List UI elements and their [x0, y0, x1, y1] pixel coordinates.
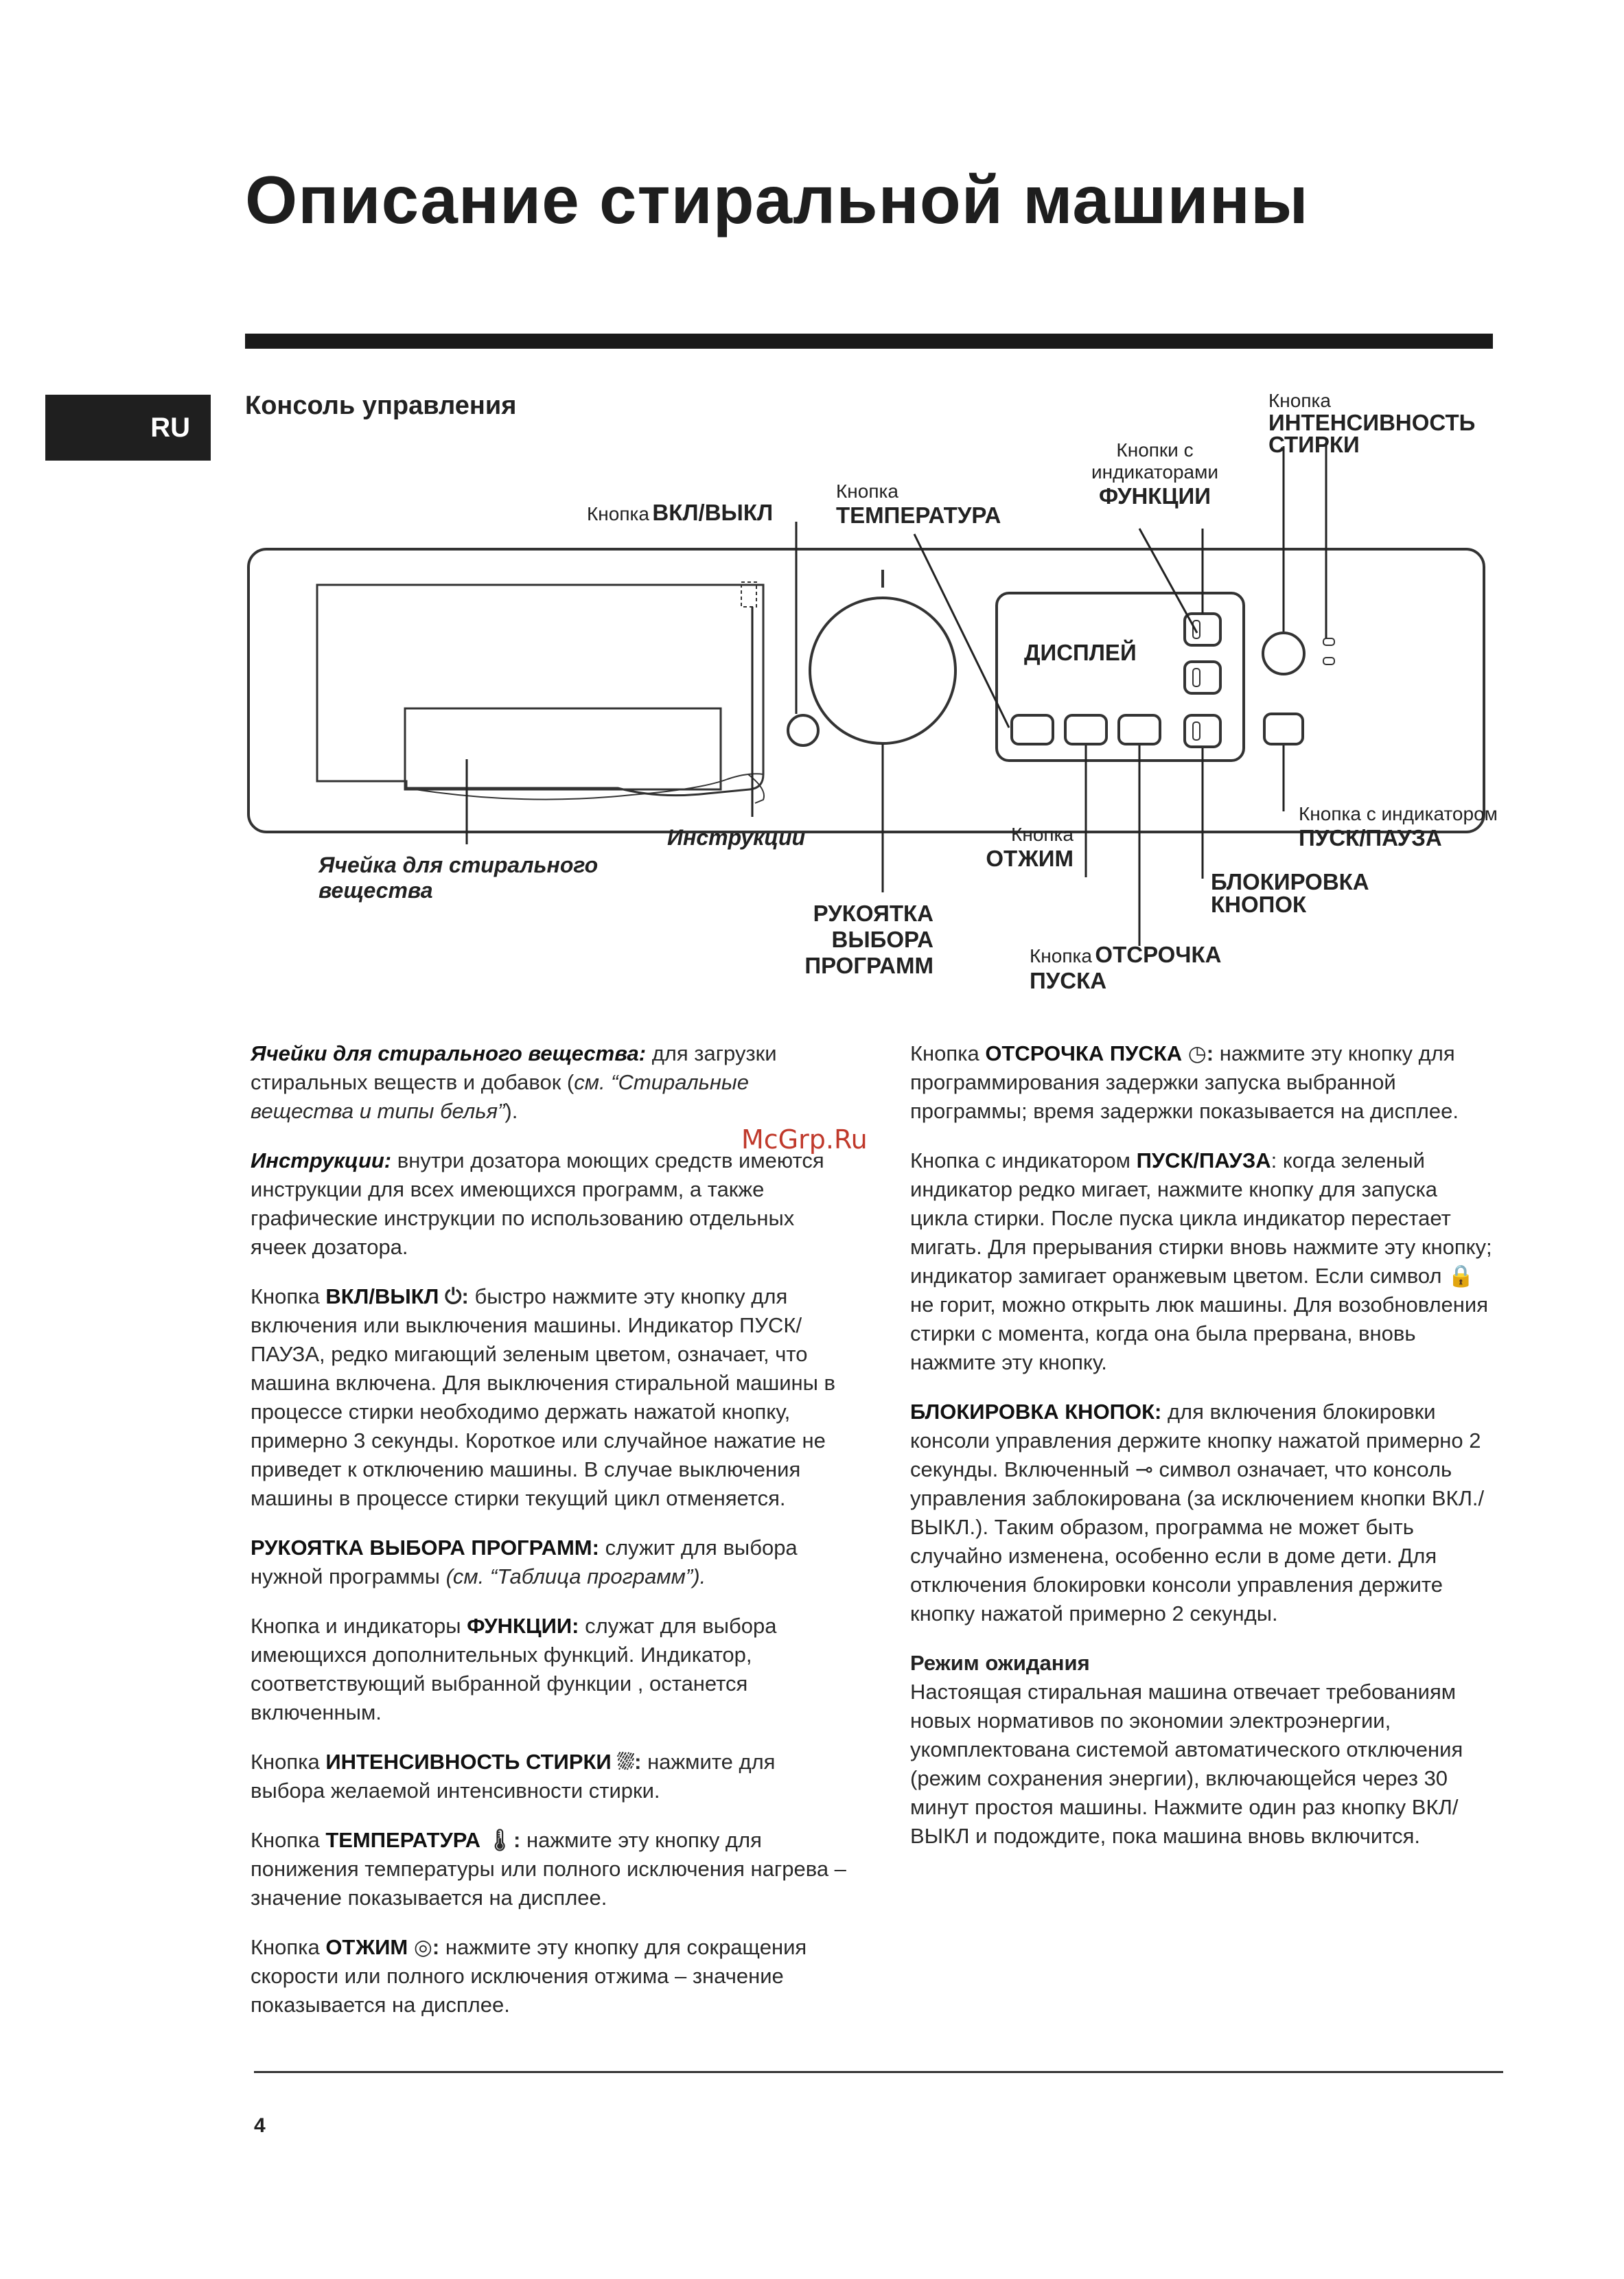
- program-knob: [810, 598, 955, 743]
- paragraph-knob: РУКОЯТКА ВЫБОРА ПРОГРАММ: служит для выбора нужной программы (см. “Таблица программ”).: [251, 1536, 798, 1588]
- display-label: ДИСПЛЕЙ: [1024, 640, 1137, 665]
- page-number: 4: [254, 2114, 266, 2137]
- paragraph-delay: Кнопка ОТСРОЧКА ПУСКА ◷: нажмите эту кнопку для программирования задержки запуска выбранной программы; время задержки показывается на дисплее.: [910, 1041, 1459, 1123]
- clock-icon: ◷:: [1182, 1041, 1214, 1065]
- detergent-drawer: [317, 585, 763, 796]
- functions-label: Кнопки с индикаторами ФУНКЦИИ: [1091, 439, 1219, 509]
- spin-label: Кнопка ОТЖИМ: [986, 824, 1074, 872]
- thermometer-icon: 🌡:: [480, 1828, 521, 1852]
- page-title: Описание стиральной машины: [245, 162, 1309, 238]
- paragraph-start-pause: Кнопка с индикатором ПУСК/ПАУЗА: когда зеленый индикатор редко мигает, нажмите кнопку для запуска цикла стирки. После пуска цикла индикатор перестает мигать. Для прерывания стирки вновь нажмите эту кнопку; индикатор замигает оранжевым цветом. Если символ 🔒 не горит, можно открыть люк машины. Для возобновления стирки с момента, когда она была прервана, вновь нажмите эту кнопку.: [910, 1148, 1492, 1374]
- paragraph-power: Кнопка ВКЛ/ВЫКЛ ⏻: быстро нажмите эту кнопку для включения или выключения машины. Индикатор ПУСК/ПАУЗА, редко мигающий зеленым цветом, означает, что машина включена. Для выключения стиральной машины в процессе стирки необходимо держать нажатой кнопку, примерно 3 секунды. Короткое или случайное нажатие не приведет к отключению машины. В случае выключения машины в процессе стирки текущий цикл отменяется.: [251, 1284, 836, 1510]
- temperature-button: [1012, 715, 1053, 744]
- intensity-label: Кнопка ИНТЕНСИВНОСТЬ СТИРКИ: [1268, 390, 1476, 457]
- intensity-button: [1263, 633, 1304, 674]
- paragraph-instructions: Инструкции: внутри дозатора моющих средств имеются инструкции для всех имеющихся программ, а также графические инструкции по использованию отдельных ячеек дозатора.: [251, 1148, 824, 1259]
- paragraph-intensity: Кнопка ИНТЕНСИВНОСТЬ СТИРКИ ⛆: нажмите для выбора желаемой интенсивности стирки.: [251, 1750, 776, 1803]
- instructions-label: Инструкции: [667, 825, 806, 850]
- delay-button: [1119, 715, 1160, 744]
- key-lock-button: [1185, 715, 1220, 747]
- drawer-label: Ячейка для стирального вещества: [318, 853, 599, 903]
- paragraph-drawer: Ячейки для стирального вещества: для загрузки стиральных веществ и добавок (см. “Стиральные вещества и типы белья”).: [251, 1041, 777, 1123]
- knob-label: РУКОЯТКА ВЫБОРА ПРОГРАММ: [804, 901, 933, 978]
- control-panel-diagram: [0, 0, 1624, 1030]
- paragraph-standby: Режим ожидания Настоящая стиральная машина отвечает требованиям новых нормативов по экономии электроэнергии, укомплектована системой автоматического отключения (режим сохранения энергии), включающейся через 30 минут простоя машины. Нажмите один раз кнопку ВКЛ/ВЫКЛ и подождите, пока машина вновь включится.: [910, 1649, 1500, 1851]
- power-icon: ⏻:: [439, 1284, 469, 1308]
- start-pause-label: Кнопка с индикатором ПУСК/ПАУЗА: [1299, 803, 1498, 851]
- paragraph-temperature: Кнопка ТЕМПЕРАТУРА 🌡: нажмите эту кнопку для понижения температуры или полного исключения нагрева – значение показывается на дисплее.: [251, 1828, 846, 1910]
- spin-icon: ◎:: [408, 1935, 440, 1959]
- key-lock-label: БЛОКИРОВКА КНОПОК: [1211, 869, 1369, 917]
- temperature-label: Кнопка ТЕМПЕРАТУРА: [836, 481, 1001, 529]
- watermark: McGrp.Ru: [741, 1124, 868, 1155]
- spin-button: [1065, 715, 1106, 744]
- delay-label: Кнопка ОТСРОЧКА ПУСКА: [1030, 942, 1222, 993]
- power-button: [788, 715, 818, 745]
- power-label: Кнопка ВКЛ/ВЫКЛ: [587, 500, 774, 525]
- start-pause-button: [1264, 714, 1303, 744]
- intensity-icon: ⛆:: [611, 1750, 642, 1774]
- drawer-handle: [405, 708, 721, 789]
- language-tab: RU: [45, 395, 211, 461]
- left-column: [251, 1039, 855, 2040]
- right-column: [910, 1039, 1500, 1871]
- paragraph-spin: Кнопка ОТЖИМ ◎: нажмите эту кнопку для сокращения скорости или полного исключения отжима – значение показывается на дисплее.: [251, 1935, 807, 2017]
- paragraph-key-lock: БЛОКИРОВКА КНОПОК: для включения блокировки консоли управления держите кнопку нажатой примерно 2 секунды. Включенный ⊸ символ означает, что консоль управления заблокирована (за исключением кнопки ВКЛ./ВЫКЛ.). Таким образом, программа не может быть случайно изменена, особенно если в доме дети. Для отключения блокировки консоли управления держите кнопку нажатой примерно 2 секунды.: [910, 1400, 1485, 1626]
- paragraph-functions: Кнопка и индикаторы ФУНКЦИИ: служат для выбора имеющихся дополнительных функций. Индикатор, соответствующий выбранной функции , останется включенным.: [251, 1614, 777, 1724]
- standby-heading: Режим ожидания: [910, 1651, 1090, 1675]
- footer-divider: [254, 2071, 1503, 2073]
- function-button-2: [1185, 662, 1220, 693]
- section-heading: Консоль управления: [245, 391, 517, 420]
